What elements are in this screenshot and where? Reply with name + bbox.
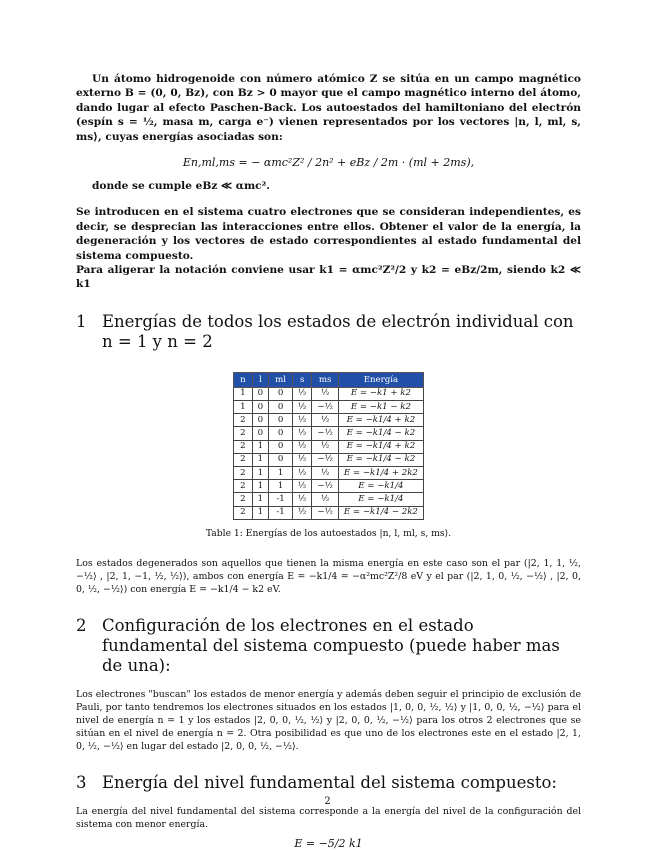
table-cell: ½ — [293, 440, 312, 453]
section-1-title: Energías de todos los estados de electrón individual con n = 1 y n = 2 — [102, 311, 574, 351]
page-number: 2 — [324, 796, 331, 807]
table-cell: -1 — [269, 493, 293, 506]
table-cell: ½ — [293, 453, 312, 466]
table-header-cell: l — [252, 372, 268, 387]
section-2-title: Configuración de los electrones en el estado fundamental del sistema compuesto (puede haber mas de una): — [102, 615, 560, 675]
table-row — [234, 427, 424, 440]
table-row — [234, 387, 424, 400]
table-header-row — [234, 372, 424, 387]
table-cell: 1 — [269, 467, 293, 480]
table-row — [234, 506, 424, 519]
table-cell-energy: E = −k1/4 + k2 — [338, 440, 423, 453]
table-cell: ½ — [312, 467, 339, 480]
table-cell: ½ — [312, 387, 339, 400]
table-row — [234, 414, 424, 427]
table-cell: 1 — [252, 440, 268, 453]
section-3-heading — [76, 773, 581, 793]
autostates-table — [233, 372, 424, 520]
table-row — [234, 440, 424, 453]
table-cell: 2 — [234, 493, 253, 506]
table-cell: 0 — [269, 401, 293, 414]
table-cell: ½ — [312, 493, 339, 506]
table-row — [234, 480, 424, 493]
table-cell: 0 — [269, 387, 293, 400]
table-header-cell: n — [234, 372, 253, 387]
table-cell: ½ — [312, 440, 339, 453]
table-cell: 1 — [269, 480, 293, 493]
energy-equation: En,ml,ms = − αmc²Z² / 2n² + eBz / 2m · (ml + 2ms), — [182, 156, 475, 170]
table-cell: −½ — [312, 401, 339, 414]
table-row — [234, 401, 424, 414]
table-cell: 1 — [252, 453, 268, 466]
table-cell: 0 — [252, 387, 268, 400]
table-cell: 1 — [234, 387, 253, 400]
table-cell: −½ — [312, 506, 339, 519]
table-cell: 0 — [252, 414, 268, 427]
table-cell: 1 — [252, 506, 268, 519]
intro-paragraph: Un átomo hidrogenoide con número atómico Z se sitúa en un campo magnético externo B = (0, 0, Bz), con Bz > 0 mayor que el campo magnético interno del átomo, dando lugar al efecto Paschen-Back. Los autoestados del hamiltoniano del electrón (espín s = ½, masa m, carga e⁻) vienen representados por los vectores |n, l, ml, s, ms⟩, cuyas energías asociadas son: — [76, 73, 581, 143]
table-cell: 1 — [252, 493, 268, 506]
table-cell: 2 — [234, 427, 253, 440]
table-cell-energy: E = −k1/4 — [338, 493, 423, 506]
table-cell: ½ — [293, 401, 312, 414]
paper-page — [76, 72, 581, 850]
table-header-cell: ml — [269, 372, 293, 387]
section-3-number: 3 — [76, 772, 87, 792]
intro-condition: donde se cumple eBz ≪ αmc². — [92, 180, 270, 193]
degenerate-states-paragraph: Los estados degenerados son aquellos que tienen la misma energía en este caso son el par (|2, 1, 1, ½, −½⟩ , |2, 1, −1, ½, ½⟩), ambos con energía E = −k1/4 = −α²mc²Z²/8 eV y el par (|2, 1, 0, ½, −½⟩ , |2, 0, 0, ½, −½⟩) con energía E = −k1/4 − k2 eV. — [76, 557, 581, 595]
table-cell-energy: E = −k1/4 − k2 — [338, 453, 423, 466]
problem-statement: Se introducen en el sistema cuatro electrones que se consideran independientes, es decir, se desprecian las interacciones entre ellos. Obtener el valor de la energía, la degeneración y los vectores de estado correspondientes al estado fundamental del sistema compuesto. — [76, 206, 581, 262]
section-2-number: 2 — [76, 615, 87, 635]
table-cell-energy: E = −k1 − k2 — [338, 401, 423, 414]
table-cell-energy: E = −k1/4 + k2 — [338, 414, 423, 427]
table-caption: Table 1: Energías de los autoestados |n, l, ml, s, ms⟩. — [205, 527, 452, 539]
table-cell: −½ — [312, 453, 339, 466]
table-cell: 0 — [269, 427, 293, 440]
table-cell: 2 — [234, 453, 253, 466]
table-cell: 0 — [252, 401, 268, 414]
table-cell: 0 — [269, 440, 293, 453]
table-cell: 1 — [252, 480, 268, 493]
table-cell: -1 — [269, 506, 293, 519]
table-header-cell: s — [293, 372, 312, 387]
notation-paragraph: Para aligerar la notación conviene usar k1 = αmc²Z²/2 y k2 = eBz/2m, siendo k2 ≪ k1 — [76, 264, 581, 291]
table-cell: ½ — [293, 427, 312, 440]
table-row — [234, 453, 424, 466]
table-cell: ½ — [312, 414, 339, 427]
table-row — [234, 467, 424, 480]
section-1-number: 1 — [76, 311, 87, 331]
section-1-heading — [76, 312, 581, 352]
table-cell: 2 — [234, 414, 253, 427]
section-2-body: Los electrones "buscan" los estados de menor energía y además deben seguir el principio de exclusión de Pauli, por tanto tendremos los electrones situados en los estados |1, 0, 0, ½, ½⟩ y |1, 0, 0, ½, −½⟩ para el nivel de energía n = 1 y los estados |2, 0, 0, ½, ½⟩ y |2, 0, 0, ½, −½⟩ para los otros 2 electrones que se sitúan en el nivel de energía n = 2. Otra posibilidad es que uno de los electrones este en el estado |2, 1, 0, ½, −½⟩ en lugar del estado |2, 0, 0, ½, −½⟩. — [76, 688, 581, 752]
table-cell: 2 — [234, 440, 253, 453]
table-cell: ½ — [293, 493, 312, 506]
table-cell: 2 — [234, 480, 253, 493]
table-cell-energy: E = −k1/4 — [338, 480, 423, 493]
table-cell: 2 — [234, 467, 253, 480]
table-row — [234, 493, 424, 506]
table-cell: 1 — [252, 467, 268, 480]
table-cell: ½ — [293, 414, 312, 427]
table-cell-energy: E = −k1/4 − k2 — [338, 427, 423, 440]
table-cell: ½ — [293, 467, 312, 480]
table-cell: 1 — [234, 401, 253, 414]
section-3-title: Energía del nivel fundamental del sistema compuesto: — [102, 772, 557, 792]
table-cell: 2 — [234, 506, 253, 519]
table-cell-energy: E = −k1/4 + 2k2 — [338, 467, 423, 480]
ground-energy-equation: E = −5/2 k1 — [294, 836, 363, 850]
table-cell: −½ — [312, 427, 339, 440]
section-3-body: La energía del nivel fundamental del sistema corresponde a la energía del nivel de la configuración del sistema con menor energía. — [76, 805, 581, 830]
table-cell: ½ — [293, 480, 312, 493]
table-cell: 0 — [269, 414, 293, 427]
section-2-heading — [76, 616, 581, 676]
table-cell-energy: E = −k1/4 − 2k2 — [338, 506, 423, 519]
table-header-cell: Energía — [338, 372, 423, 387]
table-cell-energy: E = −k1 + k2 — [338, 387, 423, 400]
table-cell: 0 — [269, 453, 293, 466]
table-cell: ½ — [293, 387, 312, 400]
table-cell: ½ — [293, 506, 312, 519]
table-cell: −½ — [312, 480, 339, 493]
table-cell: 0 — [252, 427, 268, 440]
table-header-cell: ms — [312, 372, 339, 387]
